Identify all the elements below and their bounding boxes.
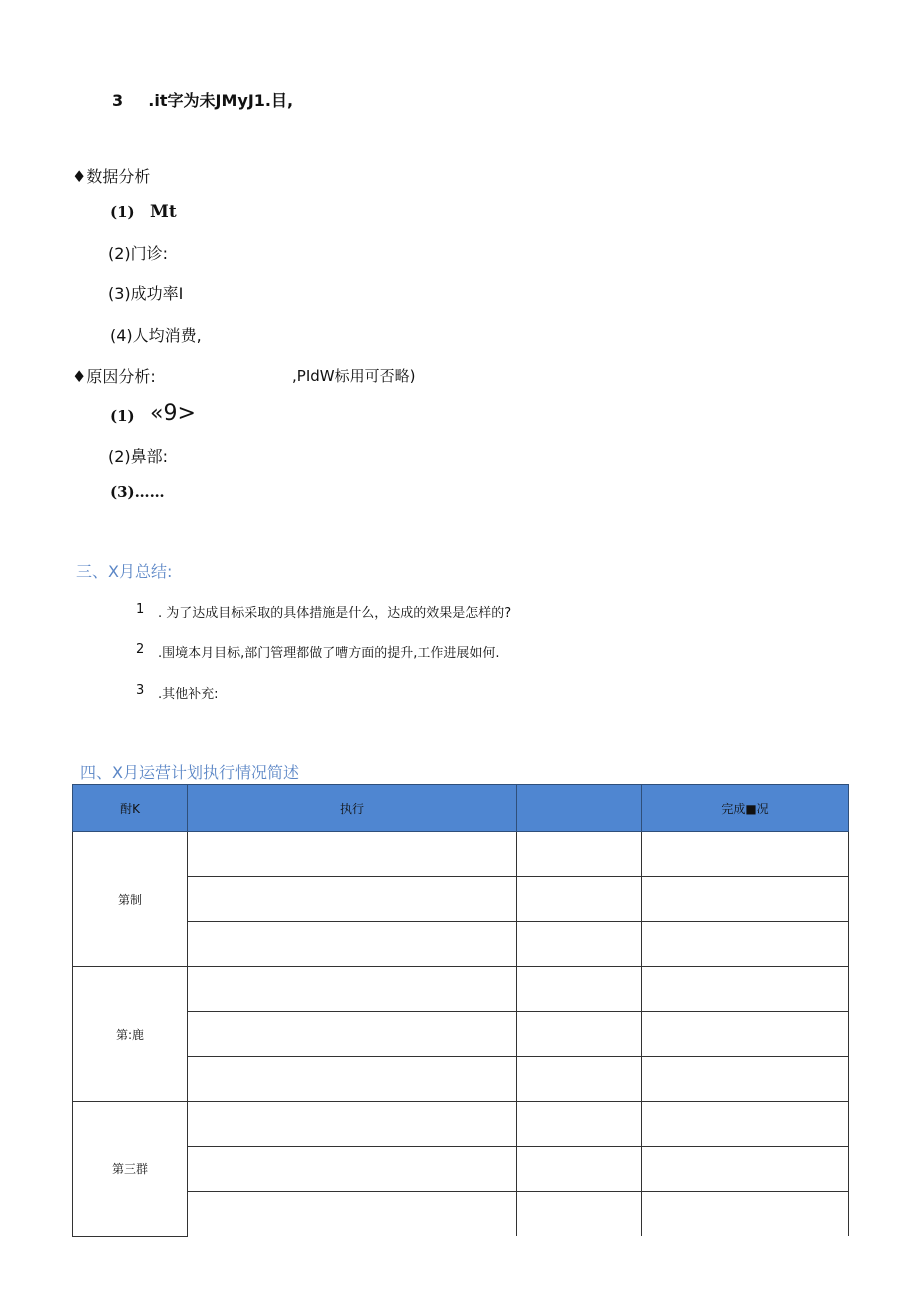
header-cell-4: 完成■况	[642, 785, 849, 832]
table-cell[interactable]	[188, 922, 517, 967]
table-cell[interactable]	[642, 1057, 849, 1102]
section-three-title: 三、X月总结:	[76, 562, 173, 581]
table-cell[interactable]	[188, 1147, 517, 1192]
summary-item-2-text: .围境本月目标,部门管理都做了嘈方面的提升,工作进展如何.	[158, 646, 500, 661]
group-label: 第三群	[73, 1102, 188, 1237]
table-row	[73, 1057, 849, 1102]
data-item-2: (2)门诊:	[108, 244, 169, 263]
reason-item-3: (3)……	[110, 483, 165, 501]
section-header-text: .it字为未JMyJ1.目,	[148, 91, 294, 110]
table-cell[interactable]	[188, 1012, 517, 1057]
table-cell[interactable]	[517, 1102, 642, 1147]
table-cell[interactable]	[517, 1012, 642, 1057]
header-cell-3	[517, 785, 642, 832]
table-cell[interactable]	[642, 1192, 849, 1237]
summary-item-3-number: 3	[136, 683, 145, 698]
table-row	[73, 832, 849, 877]
data-analysis-title: ♦数据分析	[72, 167, 151, 186]
table-cell[interactable]	[188, 1057, 517, 1102]
reason-item-1-text: «9>	[150, 401, 196, 426]
table-cell[interactable]	[642, 1102, 849, 1147]
table-row	[73, 1102, 849, 1147]
section-four-title: 四、X月运营计划执行情况简述	[80, 763, 299, 782]
summary-item-2-number: 2	[136, 642, 145, 657]
table-row	[73, 1192, 849, 1237]
summary-item-3-text: .其他补充:	[158, 687, 219, 702]
section-number: 3	[112, 91, 124, 110]
reason-analysis-note: ,PIdW标用可否略)	[292, 367, 416, 385]
table-cell[interactable]	[188, 1192, 517, 1237]
header-cell-2: 执行	[188, 785, 517, 832]
table-cell[interactable]	[188, 832, 517, 877]
table-row	[73, 1012, 849, 1057]
table-row	[73, 922, 849, 967]
table-cell[interactable]	[642, 1147, 849, 1192]
table-cell[interactable]	[517, 922, 642, 967]
table-cell[interactable]	[642, 877, 849, 922]
table-cell[interactable]	[642, 832, 849, 877]
table-cell[interactable]	[517, 1057, 642, 1102]
group-label: 第制	[73, 832, 188, 967]
data-item-4: (4)人均消费,	[110, 326, 202, 345]
summary-item-1-number: 1	[136, 602, 145, 617]
table-row	[73, 1147, 849, 1192]
table-cell[interactable]	[642, 1012, 849, 1057]
data-item-3: (3)成功率I	[108, 284, 184, 303]
data-item-1-text: Mt	[150, 202, 177, 222]
table-cell[interactable]	[188, 877, 517, 922]
reason-analysis-title: ♦原因分析:	[72, 367, 156, 386]
table-cell[interactable]	[188, 1102, 517, 1147]
table-cell[interactable]	[642, 922, 849, 967]
reason-item-2: (2)鼻部:	[108, 447, 169, 466]
section-header	[112, 88, 293, 111]
table-cell[interactable]	[517, 967, 642, 1012]
header-cell-1: 酎K	[73, 785, 188, 832]
summary-item-1-text: . 为了达成目标采取的具体措施是什么，达成的效果是怎样的?	[158, 606, 512, 621]
data-item-1-number: (1)	[110, 203, 135, 221]
table-cell[interactable]	[517, 832, 642, 877]
table-row	[73, 877, 849, 922]
table-header-row	[73, 785, 849, 832]
table-cell[interactable]	[642, 967, 849, 1012]
table-cell[interactable]	[188, 967, 517, 1012]
reason-item-1-number: (1)	[110, 407, 135, 425]
group-label: 第:鹿	[73, 967, 188, 1102]
table-cell[interactable]	[517, 877, 642, 922]
table-row	[73, 967, 849, 1012]
table-cell[interactable]	[517, 1147, 642, 1192]
plan-table	[72, 784, 849, 1237]
table-cell[interactable]	[517, 1192, 642, 1237]
